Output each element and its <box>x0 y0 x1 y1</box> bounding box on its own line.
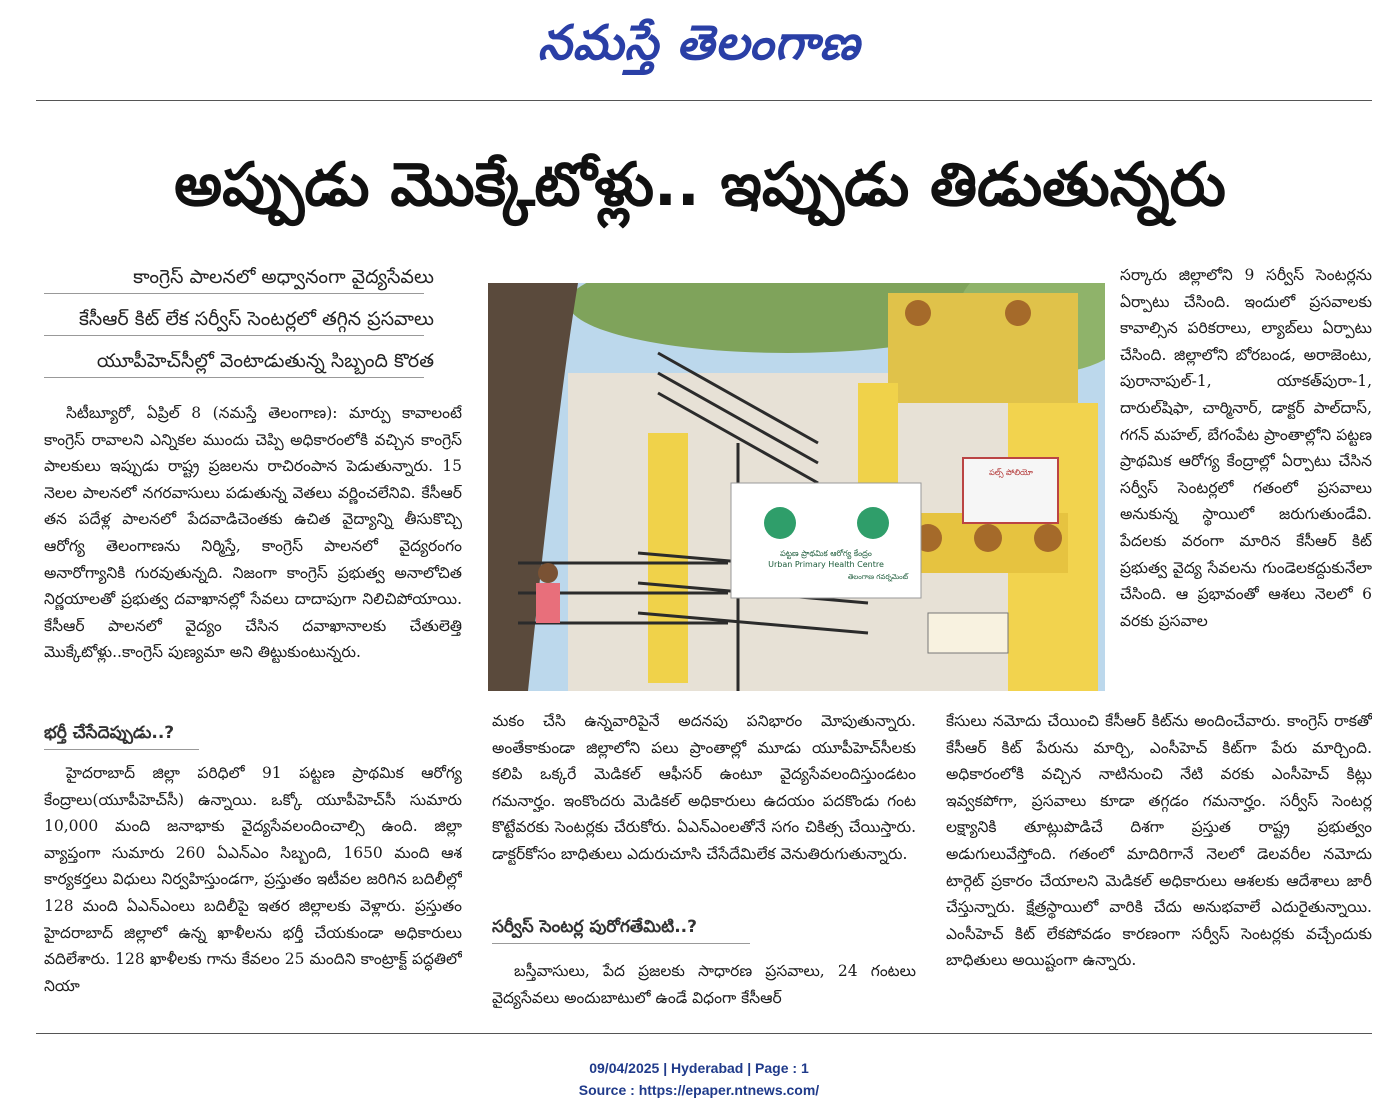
subhead-underline <box>44 749 199 750</box>
article-col1-intro <box>44 400 462 712</box>
deck-line-2: కేసీఆర్ కిట్ లేక సర్వీస్ సెంటర్లలో తగ్గిన ప్రసవాలు <box>78 308 434 330</box>
sign-left-text: పట్టణ ప్రాథమిక ఆరోగ్య కేంద్రం <box>780 549 872 558</box>
bottom-rule <box>36 1033 1372 1034</box>
subhead-vacancies: భర్తీ చేసేదెప్పుడు..? <box>44 723 175 743</box>
sign-right-text: తెలంగాణ గవర్నమెంట్ <box>847 573 909 581</box>
masthead-rule <box>36 100 1372 101</box>
paragraph: బస్తీవాసులు, పేద ప్రజలకు సాధారణ ప్రసవాలు, 24 గంటలు వైద్యసేవలు అందుబాటులో ఉండే విధంగా కేసీఆర్ <box>492 962 916 1007</box>
paragraph: సిటీబ్యూరో, ఏప్రిల్ 8 (నమస్తే తెలంగాణ): మార్పు కావాలంటే కాంగ్రెస్ రావాలని ఎన్నికల ముందు చెప్పి అధికారంలోకి వచ్చిన కాంగ్రెస్ పాలకులు ఇప్పుడు రాష్ట్ర ప్రజలను రాచిరంపాన పెడుతున్నారు. 15 నెలల పాలనలో నగరవాసులు పడుతున్న వెతలు వర్ణించలేనివి. కేసీఆర్ తన పదేళ్ల పాలనలో పేదవాడిచెంతకు ఉచిత వైద్యాన్ని తీసుకొచ్చి ఆరోగ్య తెలంగాణను నిర్మిస్తే, కాంగ్రెస్ పాలనలో వైద్యరంగం అనారోగ్యానికి గురవుతున్నది. నిజంగా కాంగ్రెస్ ప్రభుత్వ అనాలోచిత నిర్ణయాలతో ప్రభుత్వ దవాఖానల్లో సేవలు దాదాపుగా నిలిచిపోయాయి. కేసీఆర్ పాలనలో వైద్యం చేసిన దవాఖానాలకు చేతులెత్తి మొక్కేటోళ్లు..కాంగ్రెస్ పుణ్యమా అని తిట్టుకుంటున్నరు. <box>44 404 462 662</box>
footer-source-line: Source : https://epaper.ntnews.com/ <box>578 1082 820 1098</box>
paragraph: హైదరాబాద్ జిల్లా పరిధిలో 91 పట్టణ ప్రాథమిక ఆరోగ్య కేంద్రాలు(యూపీహెచ్‌సీ) ఉన్నాయి. ఒక్కో యూపీహెచ్‌సీ సుమారు 10,000 మంది జనాభాకు వైద్యసేవలందించాల్సి ఉంది. జిల్లా వ్యాప్తంగా సుమారు 260 ఏఎన్ఎం సిబ్బంది, 1650 మంది ఆశ కార్యకర్తలు విధులు నిర్వహిస్తుండగా, ప్రస్తుతం ఇటీవల జరిగిన బదిలీల్లో 128 మంది ఏఎన్ఎంలు బదిలీపై ఇతర జిల్లాలకు వెళ్లారు. ప్రస్తుతం హైదరాబాద్ జిల్లాలో ఉన్న ఖాళీలను భర్తీ చేయకుండా అధికారులు వదిలేశారు. 128 ఖాళీలకు గాను కేవలం 25 మందిని కాంట్రాక్ట్ పద్ధతిలో నియా <box>44 764 462 995</box>
banner-text: పల్స్ పోలియో <box>989 468 1033 477</box>
footer-date-line: 09/04/2025 | Hyderabad | Page : 1 <box>589 1060 809 1076</box>
deck-line-1: కాంగ్రెస్ పాలనలో అధ్వానంగా వైద్యసేవలు <box>133 266 434 288</box>
subhead-service-centres: సర్వీస్ సెంటర్ల పురోగతేమిటి..? <box>492 917 697 937</box>
article-col1-body <box>44 760 462 1022</box>
news-photo <box>488 283 1105 691</box>
deck-divider <box>44 293 424 294</box>
subhead-underline <box>492 943 750 944</box>
headline: అప్పుడు మొక్కేటోళ్లు.. ఇప్పుడు తిడుతున్నరు <box>174 150 1226 220</box>
deck-divider <box>44 377 424 378</box>
article-col2-body2 <box>492 958 916 1014</box>
deck-divider <box>44 335 424 336</box>
paragraph: మకం చేసి ఉన్నవారిపైనే అదనపు పనిభారం మోపుతున్నారు. అంతేకాకుండా జిల్లాలోని పలు ప్రాంతాల్లో మూడు యూపీహెచ్‌సీలకు కలిపి ఒక్కరే మెడికల్ ఆఫీసర్ ఉంటూ వైద్యసేవలందిస్తుండటం గమనార్హం. ఇంకొందరు మెడికల్ అధికారులు ఉదయం పదకొండు గంట కొట్టేవరకు సెంటర్లకు చేరుకోరు. ఏఎన్ఎంలతోనే సగం చికిత్స చేయిస్తారు. డాక్టర్‌కోసం బాధితులు ఎదురుచూసి చేసేదేమిలేక వెనుతిరుగుతున్నారు. <box>492 712 916 863</box>
deck-line-3: యూపీహెచ్‌సీల్లో వెంటాడుతున్న సిబ్బంది కొరత <box>96 350 434 372</box>
article-col2-body <box>492 708 916 898</box>
article-col3-top <box>1120 262 1372 712</box>
paragraph: సర్కారు జిల్లాలోని 9 సర్వీస్ సెంటర్లను ఏర్పాటు చేసింది. ఇందులో ప్రసవాలకు కావాల్సిన పరికరాలు, ల్యాబ్‌లు ఏర్పాటు చేసింది. జిల్లాలోని బోరబండ, అరాజెంటు, పురానాపుల్-1, యాకత్‌పురా-1, దారుల్‌షిఫా, చార్మినార్, డాక్టర్ పాల్‌దాస్, గగన్ మహల్, బేగంపేట ప్రాంతాల్లోని పట్టణ ప్రాథమిక ఆరోగ్య కేంద్రాల్లో ఏర్పాటు చేసిన సర్వీస్ సెంటర్లలో గతంలో ప్రసవాలు అనుకున్న స్థాయిలో జరుగుతుండేవి. పేదలకు వరంగా మారిన కేసీఆర్ కిట్ ప్రభుత్వ వైద్య సేవలను గుండెలకద్దుకునేలా చేసింది. ఆ ప్రభావంతో ఆశలు నెలలో 6 వరకు ప్రసవాల <box>1120 266 1372 630</box>
masthead-logo: నమస్తే తెలంగాణ <box>537 15 861 71</box>
paragraph: కేసులు నమోదు చేయించి కేసీఆర్ కిట్‌ను అందించేవారు. కాంగ్రెస్ రాకతో కేసీఆర్ కిట్ పేరును మార్చి, ఎంసీహెచ్ కిట్‌గా పేరు మార్చింది. అధికారంలోకి వచ్చిన నాటినుంచి నేటి వరకు ఎంసీహెచ్ కిట్లు ఇవ్వకపోగా, ప్రసవాలు కూడా తగ్గడం గమనార్హం. సర్వీస్ సెంటర్ల లక్ష్యానికి తూట్లుపొడిచే దిశగా ప్రస్తుత రాష్ట్ర ప్రభుత్వం అడుగులువేస్తోంది. గతంలో మాదిరిగానే నెలలో డెలవరీల నమోదు టార్గెట్ ప్రకారం చేయాలని మెడికల్ అధికారులు ఆశలకు ఆదేశాలు జారీ చేస్తున్నారు. క్షేత్రస్థాయిలో వారికి చేదు అనుభవాలే ఎదురైతున్నాయి. ఎంసీహెచ్ కిట్ లేకపోవడం కారణంగా సర్వీస్ సెంటర్లకు వచ్చేందుకు బాధితులు అయిష్టంగా ఉన్నారు. <box>946 712 1372 970</box>
article-col3-bottom <box>946 708 1372 1018</box>
sign-left-english: Urban Primary Health Centre <box>768 560 884 569</box>
